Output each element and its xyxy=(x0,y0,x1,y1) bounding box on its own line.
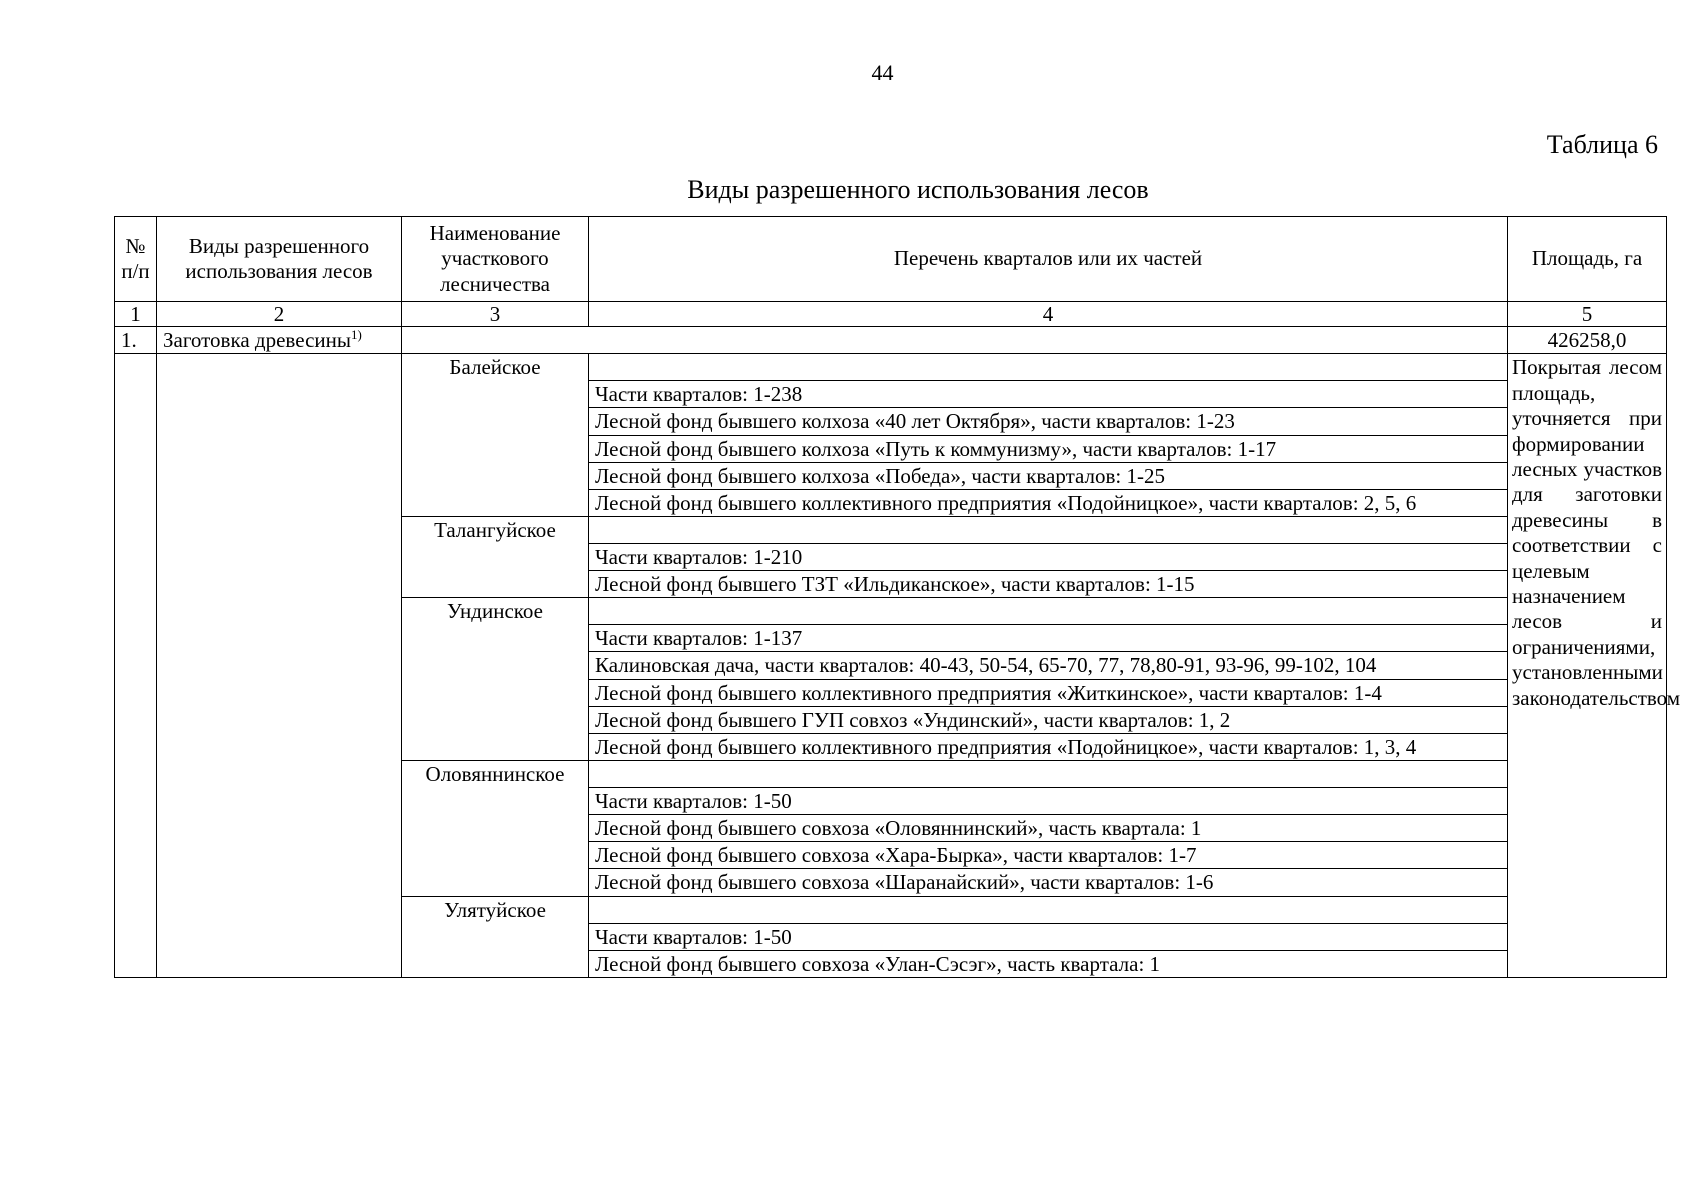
forestry-row xyxy=(115,354,1667,381)
row-number: 1. xyxy=(115,327,157,354)
forestry-name: Ундинское xyxy=(402,598,589,761)
use-type-name: Заготовка древесины xyxy=(163,328,351,353)
column-number: 4 xyxy=(589,302,1508,327)
row-number-span xyxy=(115,354,157,978)
quarter-item: Части кварталов: 1-50 xyxy=(589,787,1508,814)
forestry-name: Балейское xyxy=(402,354,589,517)
quarter-item: Лесной фонд бывшего колхоза «Путь к коммунизму», части кварталов: 1-17 xyxy=(589,435,1508,462)
forestry-empty-cell xyxy=(589,760,1508,787)
forestry-name: Талангуйское xyxy=(402,516,589,597)
quarter-item: Лесной фонд бывшего ГУП совхоз «Ундинский», части кварталов: 1, 2 xyxy=(589,706,1508,733)
quarter-item: Калиновская дача, части кварталов: 40-43, 50-54, 65-70, 77, 78,80-91, 93-96, 99-102, 104 xyxy=(589,652,1508,679)
forestry-empty-cell xyxy=(589,354,1508,381)
quarter-item: Лесной фонд бывшего колхоза «40 лет Октября», части кварталов: 1-23 xyxy=(589,408,1508,435)
footnote-mark: 1) xyxy=(350,327,362,343)
header-use-type: Виды разрешенного использования лесов xyxy=(157,217,402,302)
quarter-item: Лесной фонд бывшего колхоза «Победа», части кварталов: 1-25 xyxy=(589,462,1508,489)
table-header-row xyxy=(115,217,1667,302)
forest-use-table xyxy=(114,216,1681,978)
quarter-item: Лесной фонд бывшего совхоза «Оловяннинский», часть квартала: 1 xyxy=(589,815,1508,842)
quarter-item: Лесной фонд бывшего коллективного предприятия «Житкинское», части кварталов: 1-4 xyxy=(589,679,1508,706)
column-numbers-row xyxy=(115,302,1667,327)
quarter-item: Лесной фонд бывшего совхоза «Хара-Бырка», части кварталов: 1-7 xyxy=(589,842,1508,869)
document-title: Виды разрешенного использования лесов xyxy=(687,175,1149,204)
use-row xyxy=(115,327,1667,354)
page-number: 44 xyxy=(871,60,894,85)
header-number: № п/п xyxy=(115,217,157,302)
column-number: 3 xyxy=(402,302,589,327)
use-type-cell xyxy=(157,327,402,354)
header-area: Площадь, га xyxy=(1508,217,1667,302)
forestry-name: Улятуйское xyxy=(402,896,589,977)
forestry-name: Оловяннинское xyxy=(402,760,589,896)
quarter-item: Лесной фонд бывшего коллективного предприятия «Подойницкое», части кварталов: 1, 3, 4 xyxy=(589,733,1508,760)
quarter-item: Лесной фонд бывшего ТЗТ «Ильдиканское», части кварталов: 1-15 xyxy=(589,571,1508,598)
forestry-empty-cell xyxy=(589,598,1508,625)
header-quarters: Перечень кварталов или их частей xyxy=(589,217,1508,302)
quarter-item: Части кварталов: 1-238 xyxy=(589,381,1508,408)
quarter-item: Лесной фонд бывшего совхоза «Улан-Сэсэг», часть квартала: 1 xyxy=(589,950,1508,977)
column-number: 5 xyxy=(1508,302,1667,327)
quarter-item: Части кварталов: 1-210 xyxy=(589,543,1508,570)
area-note: Покрытая лесом площадь, уточняется при формировании лесных участков для заготовки древесины в соответствии с целевым назначением лесов и ограничениями, установленными законодательством xyxy=(1508,354,1667,978)
forestry-empty-cell xyxy=(589,516,1508,543)
column-number: 1 xyxy=(115,302,157,327)
column-number: 2 xyxy=(157,302,402,327)
quarter-item: Части кварталов: 1-137 xyxy=(589,625,1508,652)
table-label: Таблица 6 xyxy=(1546,130,1658,159)
use-type-span xyxy=(157,354,402,978)
total-area: 426258,0 xyxy=(1508,327,1667,354)
forestry-empty-cell xyxy=(589,896,1508,923)
quarter-item: Лесной фонд бывшего совхоза «Шаранайский», части кварталов: 1-6 xyxy=(589,869,1508,896)
empty-cell xyxy=(402,327,1508,354)
quarter-item: Части кварталов: 1-50 xyxy=(589,923,1508,950)
header-forestry: Наименование участкового лесничества xyxy=(402,217,589,302)
quarter-item: Лесной фонд бывшего коллективного предприятия «Подойницкое», части кварталов: 2, 5, 6 xyxy=(589,489,1508,516)
